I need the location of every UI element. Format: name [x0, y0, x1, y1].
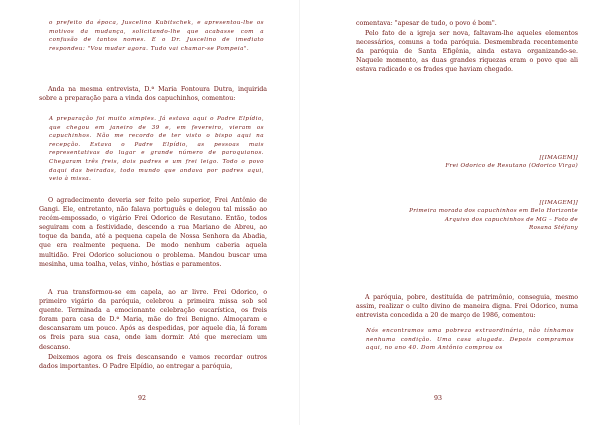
right-paragraph-1: comentava: "apesar de tudo, o povo é bom".	[356, 20, 497, 27]
image-placeholder-1	[356, 154, 578, 171]
image-1-caption: Frei Odorico de Resutano (Odorico Virga)	[445, 163, 578, 170]
left-paragraph-4: Deixemos agora os freis descansando e vamos recordar outros dados importantes. O Padre Elpídio, ao entregar a paróquia,	[39, 354, 267, 371]
right-page	[300, 0, 600, 425]
image-2-caption-line-3: Rosana Stéfany	[529, 225, 578, 232]
left-paragraph-1: Anda na mesma entrevista, D.ª Maria Fontoura Dutra, inquirida sobre a preparação para a vinda dos capuchinhos, comentou:	[39, 86, 267, 103]
left-paragraph-2: O agradecimento deveria ser feito pelo superior, Frei Antônio de Gangi. Ele, entretanto, não falava português e delegou tal missão ao recém-empossado, o vigário Frei Odorico de Resutano. Então, todos seguiram com a festividade, descendo a rua Mariano de Abreu, ao toque da banda, até a pequena capela de Nossa Senhora da Abadia, que era realmente pequena. De modo nenhum caberia aquela multidão. Frei Odorico solucionou o problema. Mandou buscar uma mesinha, uma toalha, velas, vinho, hóstias e paramentos.	[39, 197, 267, 268]
right-page-number: 93	[433, 395, 442, 402]
right-paragraph-2: Pelo fato de a igreja ser nova, faltavam-lhe aqueles elementos necessários, comuns a toda paróquia. Desmembrada recentemente da paróquia de Santa Efigênia, ainda estava organizando-se. Naquele momento, as duas grandes riquezas eram o povo que ali estava radicado e os frades que haviam chegado.	[356, 30, 578, 74]
left-quote-2: A preparação foi muito simples. Já estava aqui o Padre Elpídio, que chegou em janeiro de 39 e, em fevereiro, vieram os capuchinhos. Não me recordo de ter visto o bispo aqui na recepção. Estava o Padre Elpídio, as pessoas mais representativas do lugar e grande número de paroquianos. Chegaram três freis, dois padres e um frei leigo. Todo o povo daqui das beiradas, todo mundo que andava por padres aqui, veio à missa.	[49, 116, 264, 183]
image-2-caption-line-1: Primeira morada dos capuchinhos em Belo Horizonte	[409, 208, 578, 215]
right-paragraph-3: A paróquia, pobre, destituída de patrimônio, conseguia, mesmo assim, realizar o culto divino de maneira digna. Frei Odorico, numa entrevista concedida a 20 de março de 1986, comentou:	[356, 294, 578, 320]
left-page-number: 92	[137, 395, 146, 402]
left-paragraph-3: A rua transformou-se em capela, ao ar livre. Frei Odorico, o primeiro vigário da paróquia, celebrou a primeira missa sob sol quente. Terminada a emocionante celebração eucarística, os freis foram para casa de D.ª Maria, mãe do frei Benigno. Almoçaram e descansaram um pouco. Após as despedidas, por aquele dia, lá foram os freis para sua casa, onde iam dormir. Até que mereciam um descanso.	[39, 289, 267, 351]
left-quote-top: o prefeito da época, Juscelino Kubitschek, e apresentou-lhe os motivos da mudança, solicitando-lhe que acabasse com a confusão de tantos nomes. E o Dr. Juscelino de imediato respondeu: "Vou mudar agora. Tudo vai chamar-se Pompeia".	[49, 20, 264, 52]
right-quote-1: Nós encontramos uma pobreza extraordinária, não tínhamos nenhuma condição. Uma casa alugada. Depois compramos aqui, no ano 40. Dom Antônio comprou os	[366, 328, 574, 352]
image-placeholder-2	[356, 199, 578, 233]
image-1-tag: [[IMAGEM]]	[539, 155, 578, 161]
image-2-tag: [[IMAGEM]]	[539, 200, 578, 206]
image-2-caption-line-2: Arquivo dos capuchinhos de MG – Foto de	[444, 216, 578, 223]
